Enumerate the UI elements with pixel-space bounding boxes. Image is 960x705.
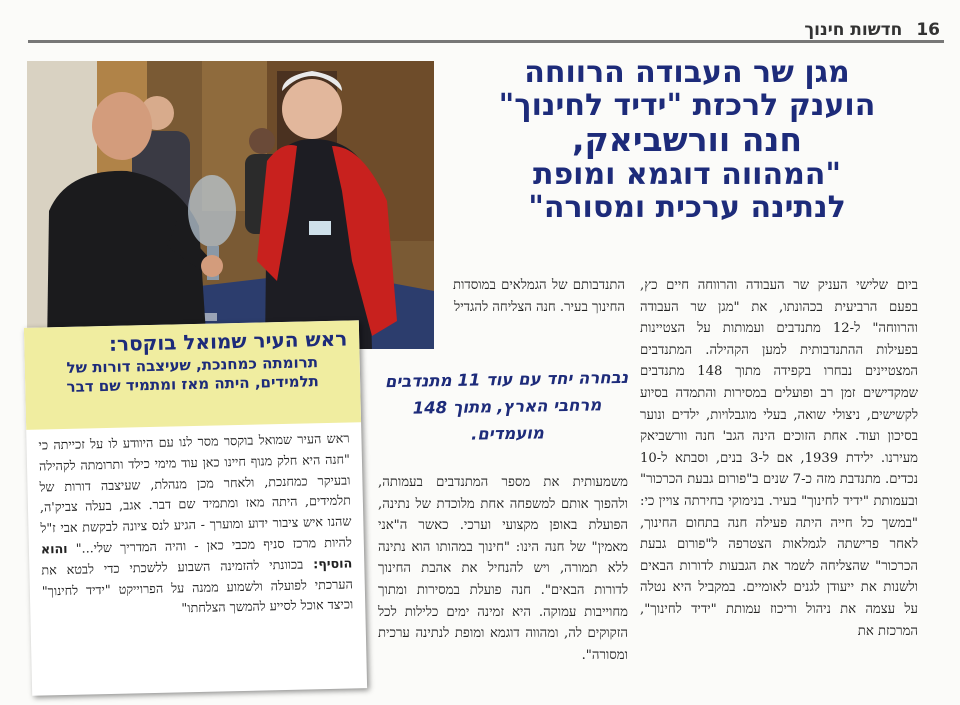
award-photo [27, 61, 434, 349]
article-mid-bottom-text: משמעותית את מספר המתנדבים בעמותה, ולהפוך אותם למשפחה אחת מלוכדת של נתינה, הפועלת באופן מקצועי וערכי. כאשר ה"אני מאמין" של חנה הינו: "חינוך במהותו הוא נתינה ללא תמורה, ויש להנחיל את אהבת החינוך לדורות הבאים". חנה פועלת במסירות ומתוך מחוייבות עמוקה. היא זמינה ימים כלילות לכל הזקוקים לה, ומהווה דוגמא ומופת לנתינה ערכית ומסורה". [378, 475, 628, 663]
sidebar-body-text: ראש העיר שמואל בוקסר מסר לנו עם היוודע לו על זכייתה כי "חנה היא חלק מנוף חיינו כאן עוד מימי כילד ותרומתה לקהילה ובעיקר כמחנכת, ולאחר מכן מנהלת, שעיצבה דורות של תלמידים, היתה מאז ומתמיד שם דבר. אגב, בעלה צביק'ה, שהנו איש ציבור ידוע ומוערך - הגיע לנס ציונה לבקשת אבי ז"ל להיות מרכז סניף מכבי כאן - והיה המדריך שלי..." [38, 430, 352, 556]
article-mid-top-text: התנדבותם של הגמלאים במוסדות החינוך בעיר. חנה הצליחה להגדיל [453, 278, 625, 315]
article-column-mid-top [453, 275, 625, 318]
sidebar-added-label: והוא הוסיף: [40, 540, 353, 572]
headline-line-4: "המהווה דוגמא ומופת [532, 157, 842, 193]
pull-quote: נבחרה יחד עם עוד 11 מתנדבים מרחבי הארץ, מתוך 148 מועמדים. [384, 367, 629, 444]
headline-line-3: חנה וורשביאק, [571, 120, 803, 159]
sidebar-subtitle: תרומתה כמחנכת, שעיצבה דורות של תלמידים, היתה מאז ומתמיד שם דבר [66, 353, 319, 396]
article-right-text: ביום שלישי העניק שר העבודה והרווחה חיים כץ, בפעם הרביעית בכהונתו, את "מגן שר העבודה והרווחה" ל-12 מתנדבים ועמותות על הצטיינות בפעילות ההתנדבותית למען הקהילה. המתנדבים המצטיינים נבחרו בקפידה מתוך 148 מתנדבים שמקדישים זמן רב ופועלים במסירות והתמדה בסיוע לקשישים, ניצולי שואה, בעלי מוגבלויות, ילדים ונוער בסיכון ועוד. אחת הזוכים הינה הגב' חנה וורשביאק מעירנו. ילידת 1939, אם ל-3 בנים, וסבתא ל-10 נכדים. מתנדבת מזה כ-7 שנים ב"פורום גבעת הכרכור" ובעמותת "ידיד לחינוך" בעיר. בנימוקי בחירתה צויין כי: "במשך כל חייה היתה פעילה חנה בתחום החינוך, לאחר פרישתה לגמלאות הצטרפה ל"פורום גבעת הכרכור" שהצליחה לשמר את הגבעות לדורות הבאים ולשנות את ייעודן לגנים לאומיים. במקביל היא נטלה על עצמה את ניהול וריכוז עמותת "ידיד לחינוך", המרכזת את [640, 278, 918, 639]
article-column-right [640, 275, 918, 642]
mayor-sidebar [24, 320, 367, 696]
article-column-mid-bottom [378, 472, 628, 666]
headline-line-5: לנתינה ערכית ומסורה" [528, 190, 846, 226]
sidebar-added-text: בכוונתי להזמינה השבוע ללשכתי כדי לבטא את הערכתי לפועלה ולשמוע ממנה על הפרוייקט "ידיד לחינוך" וכיצד אוכל לסייע להמשך הצלחתו" [41, 556, 354, 616]
sidebar-title: ראש העיר שמואל בוקסר: [108, 326, 348, 356]
headline-line-1: מגן שר העבודה הרווחה [524, 55, 850, 90]
photo-illustration [27, 61, 434, 349]
header-rule [28, 40, 944, 43]
headline-line-2: הוענק לרכזת "ידיד לחינוך" [498, 88, 876, 123]
headline [452, 56, 922, 224]
page-number: 16 [916, 20, 940, 40]
section-name: חדשות חינוך [804, 20, 903, 40]
sidebar-body [38, 428, 353, 622]
running-header [20, 6, 940, 40]
